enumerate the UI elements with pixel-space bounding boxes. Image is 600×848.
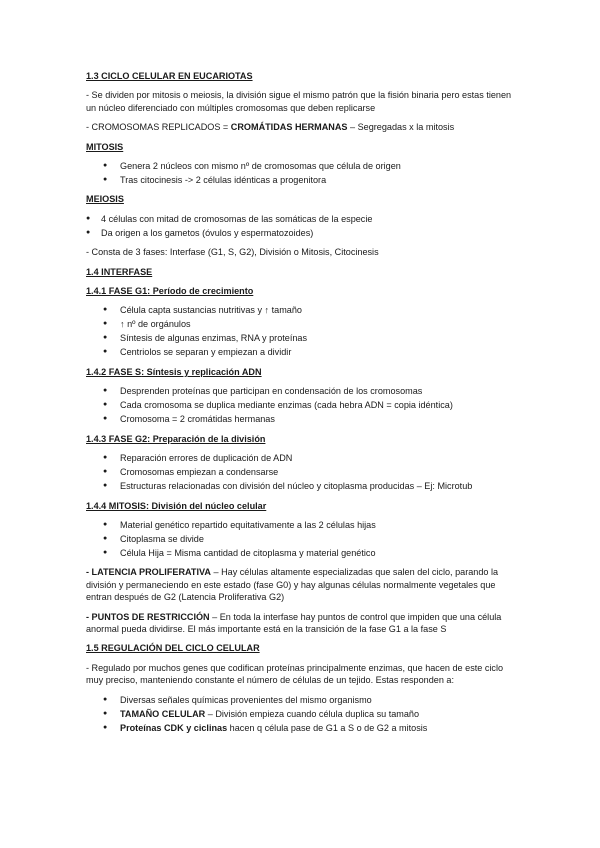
- mitosis-phase-number: 1.4.4 MITOSIS: [86, 500, 146, 511]
- list-item: [86, 708, 516, 720]
- section-1-3-intro: - Se dividen por mitosis o meiosis, la división sigue el mismo patrón que la fisión binaria pero estas tienen un núcleo diferenciado con múltiples cromosomas que deben replicarse: [86, 90, 512, 113]
- puntos-restriccion-term: - PUNTOS DE RESTRICCIÓN: [86, 611, 210, 622]
- meiosis-title: MEIOSIS: [86, 194, 124, 205]
- tamano-celular-text: – División empieza cuando célula duplica su tamaño: [205, 708, 420, 719]
- fase-s-title: [86, 366, 516, 378]
- meiosis-list: [86, 213, 516, 239]
- fase-s-list: [86, 385, 516, 425]
- cromosomas-replicados-line: [86, 121, 516, 133]
- section-1-3-title: 1.3 CICLO CELULAR EN EUCARIOTAS: [86, 71, 253, 81]
- cromatidas-hermanas-term: CROMÁTIDAS HERMANAS: [230, 122, 348, 133]
- section-1-5-title: 1.5 REGULACIÓN DEL CICLO CELULAR: [86, 643, 260, 654]
- fase-g1-list: [86, 304, 516, 358]
- puntos-restriccion-paragraph: [86, 611, 516, 636]
- list-item: ● Genera 2 núcleos con mismo nº de cromosomas que célula de origen: [86, 160, 516, 172]
- section-1-4-title: 1.4 INTERFASE: [86, 266, 153, 277]
- list-item: ● Célula capta sustancias nutritivas y ↑ tamaño: [86, 304, 516, 316]
- fase-s-subtitle: : Síntesis y replicación ADN: [141, 366, 262, 377]
- fase-g2-list: [86, 452, 516, 492]
- fases-line: - Consta de 3 fases: Interfase (G1, S, G2), División o Mitosis, Citocinesis: [86, 247, 379, 258]
- puntos-restriccion-text: – En toda la interfase hay puntos de control que impiden que una célula anormal pueda dividirse. El más importante está en la transición de la fase G1 a la fase S: [86, 611, 502, 634]
- cdk-ciclinas-text: hacen q célula pase de G1 a S o de G2 a mitosis: [227, 722, 428, 733]
- document-page: [86, 70, 516, 741]
- mitosis-phase-list: [86, 519, 516, 559]
- mitosis-list: [86, 160, 516, 186]
- fase-g1-title: [86, 285, 516, 297]
- list-item: ● Estructuras relacionadas con división del núcleo y citoplasma producidas – Ej: Microtub: [86, 480, 516, 492]
- mitosis-phase-subtitle: : División del núcleo celular: [145, 500, 267, 511]
- cromosomas-label: - CROMOSOMAS REPLICADOS =: [86, 122, 231, 133]
- list-item: ● Citoplasma se divide: [86, 533, 516, 545]
- list-item: ● Da origen a los gametos (óvulos y espermatozoides): [86, 227, 516, 239]
- fase-g2-title: [86, 433, 516, 445]
- tamano-celular-term: TAMAÑO CELULAR: [120, 708, 206, 719]
- latencia-proliferativa-paragraph: [86, 566, 516, 603]
- list-item: ● Material genético repartido equitativamente a las 2 células hijas: [86, 519, 516, 531]
- list-item: ● ↑ nº de orgánulos: [86, 318, 516, 330]
- section-1-5-intro: - Regulado por muchos genes que codifican proteínas principalmente enzimas, que hacen de este ciclo muy preciso, manteniendo constante el número de células de un tejido. Estas responden a:: [86, 662, 504, 686]
- list-item: ● Célula Hija = Misma cantidad de citoplasma y material genético: [86, 547, 516, 559]
- list-item: ● Cromosomas empiezan a condensarse: [86, 466, 516, 478]
- list-item: ● Centriolos se separan y empiezan a dividir: [86, 346, 516, 358]
- cromosomas-note: – Segregadas x la mitosis: [347, 122, 455, 133]
- list-item: ● Cromosoma = 2 cromátidas hermanas: [86, 413, 516, 425]
- fase-g1-number: 1.4.1 FASE G1: [86, 286, 148, 297]
- fase-g1-subtitle: : Período de crecimiento: [147, 286, 254, 297]
- latencia-proliferativa-text: – Hay células altamente especializadas que salen del ciclo, parando la división y permaneciendo en este estado (fase G0) y hay algunas células normalmente vegetales que entran después de G2 (Latencia Proliferativa G2): [86, 567, 499, 603]
- list-item: ● Síntesis de algunas enzimas, RNA y proteínas: [86, 332, 516, 344]
- latencia-proliferativa-term: - LATENCIA PROLIFERATIVA: [86, 567, 211, 578]
- list-item: ● Cada cromosoma se duplica mediante enzimas (cada hebra ADN = copia idéntica): [86, 399, 516, 411]
- list-item: ● Desprenden proteínas que participan en condensación de los cromosomas: [86, 385, 516, 397]
- fase-g2-number: 1.4.3 FASE G2: [86, 433, 148, 444]
- mitosis-phase-title: [86, 500, 516, 512]
- mitosis-title: MITOSIS: [86, 141, 124, 152]
- list-item: ● Tras citocinesis -> 2 células idénticas a progenitora: [86, 174, 516, 186]
- list-item: ● Diversas señales químicas provenientes del mismo organismo: [86, 694, 516, 706]
- fase-g2-subtitle: : Preparación de la división: [147, 433, 266, 444]
- list-item: ● 4 células con mitad de cromosomas de las somáticas de la especie: [86, 213, 516, 225]
- list-item: [86, 722, 516, 734]
- list-item: ● Reparación errores de duplicación de ADN: [86, 452, 516, 464]
- fase-s-number: 1.4.2 FASE S: [86, 366, 142, 377]
- regulacion-list: [86, 694, 516, 734]
- cdk-ciclinas-term: Proteínas CDK y ciclinas: [120, 722, 228, 733]
